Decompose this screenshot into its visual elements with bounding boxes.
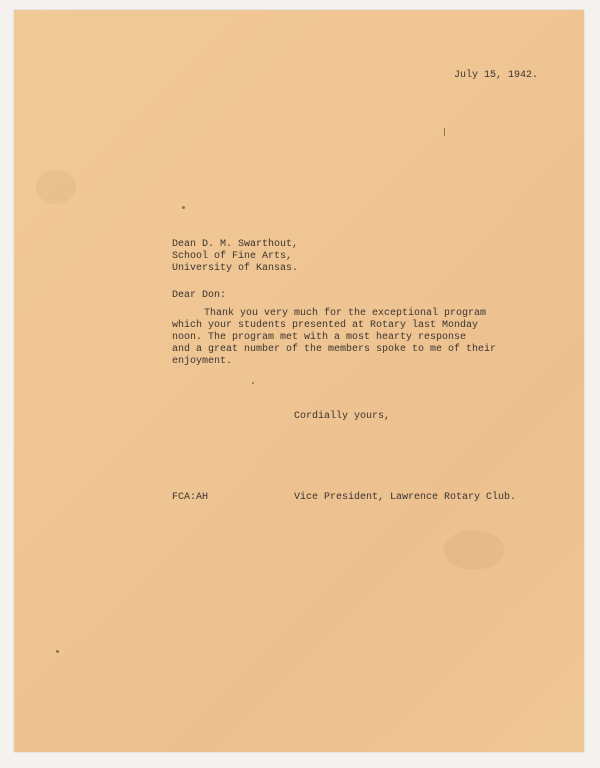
- paper-stain: [444, 530, 504, 570]
- paper-speck: [56, 650, 59, 653]
- salutation: Dear Don:: [172, 290, 227, 301]
- letter-body: [172, 308, 496, 368]
- signer-title: Vice President, Lawrence Rotary Club.: [294, 492, 517, 503]
- body-line: which your students presented at Rotary last Monday: [172, 320, 479, 331]
- paper-speck: [252, 382, 254, 384]
- body-line: Thank you very much for the exceptional program: [204, 308, 487, 319]
- paper-stain: [36, 170, 76, 204]
- recipient-address: [172, 239, 298, 275]
- closing: Cordially yours,: [294, 411, 391, 422]
- body-line: enjoyment.: [172, 356, 233, 367]
- paper-speck: [444, 128, 445, 136]
- letter-date: July 15, 1942.: [454, 70, 539, 81]
- recipient-line: Dean D. M. Swarthout,: [172, 239, 299, 250]
- recipient-line: School of Fine Arts,: [172, 251, 293, 262]
- body-line: noon. The program met with a most hearty response: [172, 332, 467, 343]
- typist-initials: FCA:AH: [172, 492, 209, 503]
- letter-page: [14, 10, 584, 752]
- paper-speck: [182, 206, 185, 209]
- body-line: and a great number of the members spoke to me of their: [172, 344, 497, 355]
- recipient-line: University of Kansas.: [172, 263, 299, 274]
